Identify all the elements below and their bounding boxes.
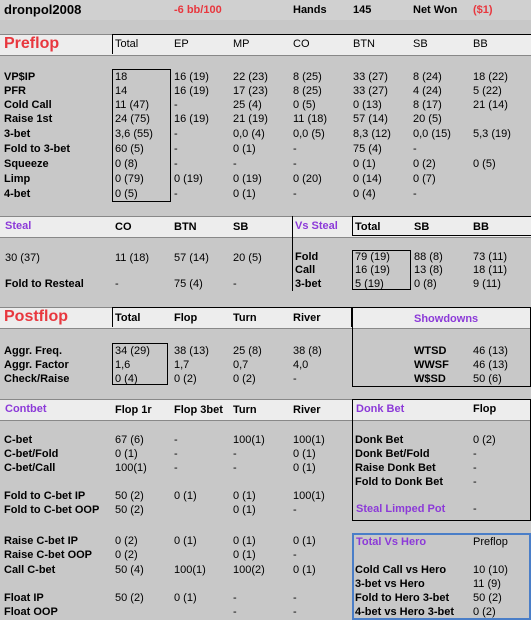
contbet-row-label: C-bet/Fold: [4, 448, 59, 460]
postflop-cell: 34 (29): [115, 345, 150, 357]
vshero-value: 11 (9): [473, 578, 501, 590]
contbet-cell: -: [233, 606, 237, 618]
preflop-cell: -: [413, 188, 417, 200]
preflop-cell: 0 (5): [115, 188, 138, 200]
preflop-cell: -: [174, 158, 178, 170]
preflop-row-label: Limp: [4, 173, 31, 185]
contbet-cell: 0 (1): [293, 448, 316, 460]
vssteal-cell: 88 (8): [414, 251, 443, 263]
vshero-row-label: Fold to Hero 3-bet: [355, 592, 450, 604]
preflop-row-label: VP$IP: [4, 71, 36, 83]
vssteal-cell: 0 (8): [414, 278, 437, 290]
preflop-cell: 57 (14): [353, 113, 388, 125]
postflop-title: Postflop: [4, 308, 68, 325]
vshero-row-label: Cold Call vs Hero: [355, 564, 447, 576]
steal-limped-label: Steal Limped Pot: [356, 503, 446, 515]
preflop-row-label: Raise 1st: [4, 113, 53, 125]
hands-value: 145: [353, 4, 372, 16]
contbet-title: Contbet: [5, 403, 47, 415]
preflop-row-label: Cold Call: [4, 99, 52, 111]
header-bar: [0, 0, 531, 20]
postflop-cell: 25 (8): [233, 345, 262, 357]
contbet-cell: 0 (2): [115, 549, 138, 561]
preflop-cell: 16 (19): [174, 71, 209, 83]
contbet-cell: 0 (1): [233, 549, 256, 561]
preflop-cell: 0 (20): [293, 173, 322, 185]
vssteal-row-label: Call: [295, 264, 316, 276]
contbet-cell: 0 (1): [293, 462, 316, 474]
contbet-row-label: Raise C-bet OOP: [4, 549, 93, 561]
showdowns-title: Showdowns: [414, 313, 479, 325]
vshero-row-label: 4-bet vs Hero 3-bet: [355, 606, 455, 618]
donk-value: 0 (2): [473, 434, 496, 446]
contbet-cell: -: [293, 606, 297, 618]
preflop-col-header: Total: [115, 38, 139, 50]
preflop-cell: 18 (22): [473, 71, 508, 83]
steal-divider: [292, 216, 293, 291]
contbet-cell: 0 (1): [293, 535, 316, 547]
donk-value: -: [473, 462, 477, 474]
preflop-cell: 18: [115, 71, 128, 83]
vssteal-title: Vs Steal: [295, 220, 338, 232]
postflop-cell: 0 (2): [233, 373, 256, 385]
postflop-col-header: River: [293, 312, 321, 324]
bb-per-100: -6 bb/100: [174, 4, 222, 16]
vssteal-row-label: 3-bet: [295, 278, 322, 290]
showdown-value: 46 (13): [473, 345, 508, 357]
contbet-cell: 100(1): [115, 462, 147, 474]
vssteal-cell: 13 (8): [414, 264, 443, 276]
netwon-value: ($1): [473, 4, 493, 16]
preflop-cell: -: [174, 143, 178, 155]
contbet-cell: 100(1): [174, 564, 206, 576]
preflop-cell: 5 (22): [473, 85, 502, 97]
preflop-cell: 8 (17): [413, 99, 442, 111]
contbet-row-label: Raise C-bet IP: [4, 535, 78, 547]
vssteal-cell: 9 (11): [473, 278, 501, 290]
steal-total: 30 (37): [5, 252, 40, 264]
showdown-label: W$SD: [414, 373, 446, 385]
resteal-cell: 75 (4): [174, 278, 203, 290]
preflop-cell: 3,6 (55): [115, 128, 153, 140]
postflop-cell: -: [293, 373, 297, 385]
preflop-cell: 0 (14): [353, 173, 382, 185]
preflop-cell: 75 (4): [353, 143, 382, 155]
donk-col: Flop: [473, 403, 497, 415]
contbet-cell: -: [293, 592, 297, 604]
contbet-col-header: Flop 3bet: [174, 404, 223, 416]
steal-title: Steal: [5, 220, 32, 232]
preflop-cell: 0 (19): [233, 173, 262, 185]
contbet-cell: 0 (1): [174, 490, 197, 502]
contbet-row-label: Float IP: [4, 592, 44, 604]
postflop-col-header: Turn: [233, 312, 257, 324]
preflop-row-label: Fold to 3-bet: [4, 143, 70, 155]
vshero-col: Preflop: [473, 536, 508, 548]
contbet-cell: -: [174, 448, 178, 460]
postflop-row-label: Aggr. Freq.: [4, 345, 63, 357]
preflop-cell: -: [293, 143, 297, 155]
preflop-cell: 0,0 (15): [413, 128, 451, 140]
preflop-col-header: CO: [293, 38, 310, 50]
contbet-col-header: Turn: [233, 404, 257, 416]
preflop-cell: 20 (5): [413, 113, 442, 125]
postflop-col-header: Flop: [174, 312, 198, 324]
preflop-cell: -: [293, 188, 297, 200]
preflop-cell: 24 (75): [115, 113, 150, 125]
preflop-row-label: 4-bet: [4, 188, 31, 200]
player-name: dronpol2008: [4, 2, 82, 17]
resteal-label: Fold to Resteal: [5, 278, 84, 290]
preflop-cell: 0 (1): [353, 158, 376, 170]
vssteal-cell: 73 (11): [473, 251, 508, 263]
vssteal-row-label: Fold: [295, 251, 319, 263]
preflop-cell: 8,3 (12): [353, 128, 391, 140]
resteal-cell: -: [233, 278, 237, 290]
vshero-title: Total Vs Hero: [356, 536, 427, 548]
preflop-cell: 0 (1): [233, 188, 256, 200]
preflop-cell: 0 (8): [115, 158, 138, 170]
contbet-cell: 0 (1): [233, 535, 256, 547]
preflop-cell: -: [233, 158, 237, 170]
preflop-cell: 0 (79): [115, 173, 144, 185]
contbet-cell: 100(1): [293, 434, 325, 446]
preflop-cell: 33 (27): [353, 85, 388, 97]
contbet-cell: -: [233, 592, 237, 604]
vshero-value: 50 (2): [473, 592, 502, 604]
donk-row-label: Donk Bet: [355, 434, 404, 446]
preflop-col-header: BB: [473, 38, 488, 50]
preflop-cell: 25 (4): [233, 99, 262, 111]
preflop-cell: 4 (24): [413, 85, 442, 97]
preflop-cell: 8 (24): [413, 71, 442, 83]
preflop-col-header: MP: [233, 38, 250, 50]
preflop-cell: -: [293, 158, 297, 170]
vshero-row-label: 3-bet vs Hero: [355, 578, 425, 590]
preflop-cell: 0 (4): [353, 188, 376, 200]
preflop-row-label: Squeeze: [4, 158, 49, 170]
contbet-col-header: River: [293, 404, 321, 416]
postflop-row-label: Check/Raise: [4, 373, 70, 385]
hands-label: Hands: [293, 4, 327, 16]
postflop-cell: 0 (2): [174, 373, 197, 385]
preflop-cell: 0 (5): [293, 99, 316, 111]
postflop-cell: 0,7: [233, 359, 249, 371]
contbet-cell: -: [174, 462, 178, 474]
steal-cell: 11 (18): [115, 252, 150, 264]
preflop-cell: 0 (2): [413, 158, 436, 170]
contbet-cell: 50 (4): [115, 564, 144, 576]
contbet-cell: 100(1): [233, 434, 265, 446]
contbet-cell: 0 (1): [174, 592, 197, 604]
contbet-cell: -: [174, 434, 178, 446]
preflop-cell: 0 (7): [413, 173, 436, 185]
preflop-cell: 16 (19): [174, 85, 209, 97]
donk-value: -: [473, 448, 477, 460]
contbet-cell: 67 (6): [115, 434, 144, 446]
steal-col-header: SB: [233, 221, 249, 233]
contbet-cell: 100(2): [233, 564, 265, 576]
vssteal-cell: 5 (19): [355, 278, 384, 290]
preflop-cell: 17 (23): [233, 85, 268, 97]
preflop-cell: 0,0 (5): [293, 128, 325, 140]
contbet-cell: -: [233, 462, 237, 474]
vssteal-cell: 16 (19): [355, 264, 390, 276]
postflop-cell: 4,0: [293, 359, 309, 371]
vshero-value: 10 (10): [473, 564, 508, 576]
donk-row-label: Fold to Donk Bet: [355, 476, 443, 488]
showdown-label: WWSF: [414, 359, 449, 371]
preflop-cell: 5,3 (19): [473, 128, 511, 140]
contbet-cell: -: [293, 549, 297, 561]
donk-row-label: Raise Donk Bet: [355, 462, 436, 474]
donk-row-label: Donk Bet/Fold: [355, 448, 430, 460]
postflop-cell: 38 (8): [293, 345, 322, 357]
steal-cell: 57 (14): [174, 252, 209, 264]
vssteal-cell: 18 (11): [473, 264, 508, 276]
preflop-cell: 0,0 (4): [233, 128, 265, 140]
contbet-row-label: Fold to C-bet OOP: [4, 504, 100, 516]
contbet-row-label: C-bet: [4, 434, 33, 446]
postflop-cell: 38 (13): [174, 345, 209, 357]
preflop-col-header: BTN: [353, 38, 375, 50]
preflop-cell: 22 (23): [233, 71, 268, 83]
postflop-cell: 1,7: [174, 359, 190, 371]
steal-limped-value: -: [473, 503, 477, 515]
preflop-col-header: SB: [413, 38, 428, 50]
preflop-cell: -: [174, 128, 178, 140]
preflop-cell: 11 (18): [293, 113, 328, 125]
showdown-value: 50 (6): [473, 373, 502, 385]
contbet-col-header: Flop 1r: [115, 404, 152, 416]
showdown-label: WTSD: [414, 345, 447, 357]
preflop-cell: -: [413, 143, 417, 155]
steal-cell: 20 (5): [233, 252, 262, 264]
contbet-row-label: Float OOP: [4, 606, 58, 618]
vssteal-cell: 79 (19): [355, 251, 390, 263]
contbet-row-label: C-bet/Call: [4, 462, 56, 474]
preflop-cell: 21 (19): [233, 113, 268, 125]
contbet-cell: -: [293, 504, 297, 516]
contbet-cell: 0 (2): [115, 535, 138, 547]
postflop-cell: 0 (4): [115, 373, 138, 385]
contbet-cell: 50 (2): [115, 592, 144, 604]
contbet-cell: 0 (1): [233, 490, 256, 502]
showdown-value: 46 (13): [473, 359, 508, 371]
resteal-cell: -: [115, 278, 119, 290]
vssteal-col-header: BB: [473, 221, 489, 233]
contbet-cell: -: [233, 448, 237, 460]
donk-value: -: [473, 476, 477, 488]
preflop-cell: 11 (47): [115, 99, 150, 111]
vssteal-col-header: SB: [414, 221, 430, 233]
preflop-col-header: EP: [174, 38, 189, 50]
contbet-row-label: Fold to C-bet IP: [4, 490, 86, 502]
preflop-row-label: PFR: [4, 85, 26, 97]
contbet-cell: 0 (1): [174, 535, 197, 547]
preflop-cell: 0 (1): [233, 143, 256, 155]
vshero-value: 0 (2): [473, 606, 496, 618]
preflop-cell: 0 (19): [174, 173, 203, 185]
netwon-label: Net Won: [413, 4, 458, 16]
preflop-cell: 21 (14): [473, 99, 508, 111]
preflop-cell: 8 (25): [293, 85, 322, 97]
preflop-cell: -: [174, 99, 178, 111]
preflop-row-label: 3-bet: [4, 128, 31, 140]
preflop-cell: 8 (25): [293, 71, 322, 83]
contbet-row-label: Call C-bet: [4, 564, 56, 576]
postflop-row-label: Aggr. Factor: [4, 359, 69, 371]
postflop-cell: 1,6: [115, 359, 131, 371]
preflop-cell: 16 (19): [174, 113, 209, 125]
contbet-cell: 50 (2): [115, 490, 144, 502]
contbet-cell: 0 (1): [293, 564, 316, 576]
contbet-cell: 100(1): [293, 490, 325, 502]
steal-col-header: BTN: [174, 221, 197, 233]
preflop-cell: 33 (27): [353, 71, 388, 83]
preflop-cell: -: [174, 188, 178, 200]
preflop-title: Preflop: [4, 35, 60, 52]
postflop-col-header: Total: [115, 312, 141, 324]
vssteal-col-header: Total: [355, 221, 381, 233]
steal-col-header: CO: [115, 221, 132, 233]
preflop-cell: 60 (5): [115, 143, 144, 155]
contbet-cell: 0 (1): [233, 504, 256, 516]
donk-title: Donk Bet: [356, 403, 405, 415]
preflop-cell: 0 (5): [473, 158, 496, 170]
preflop-cell: 0 (13): [353, 99, 382, 111]
contbet-cell: 0 (1): [115, 448, 138, 460]
contbet-cell: 50 (2): [115, 504, 144, 516]
preflop-cell: 14: [115, 85, 128, 97]
